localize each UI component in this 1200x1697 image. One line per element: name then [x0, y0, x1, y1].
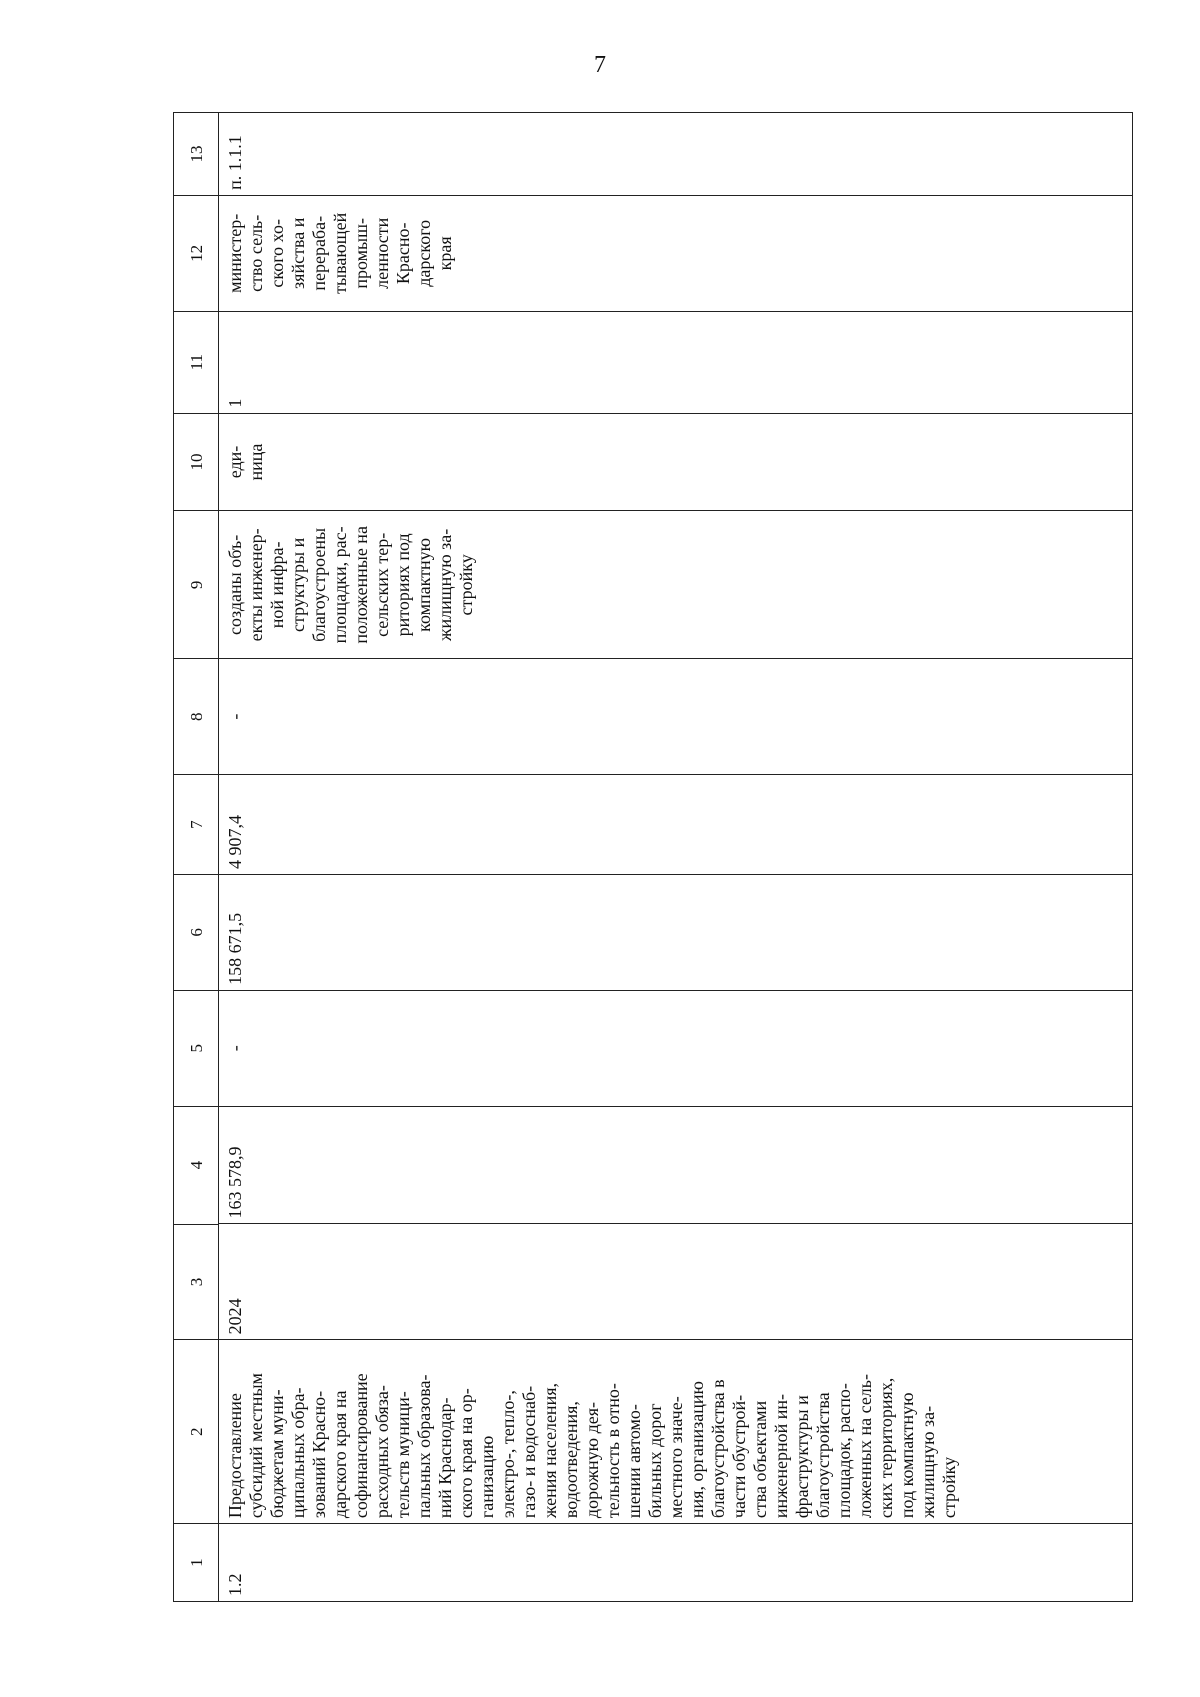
cell-measure-description: [219, 1339, 1132, 1523]
cell-text-line: субсидий местным: [246, 1373, 266, 1519]
cell-text-line: министер-: [225, 213, 245, 293]
header-col-12: 12: [174, 195, 218, 311]
header-col-3: 3: [174, 1224, 218, 1340]
cell-text-line: инженерной ин-: [771, 1393, 791, 1519]
cell-text-line: ленности: [372, 217, 392, 289]
cell-quantity: 1: [219, 311, 1132, 413]
header-col-11: 11: [174, 311, 218, 413]
cell-text-line: ганизацию: [477, 1435, 497, 1519]
cell-text-line: ства объектами: [750, 1400, 770, 1519]
cell-col-8-value: -: [219, 658, 1132, 774]
cell-result-description: [219, 510, 1132, 658]
table-row: [219, 113, 1132, 1601]
cell-text-line: площадок, распо-: [834, 1383, 854, 1519]
cell-text-line: Красно-: [393, 222, 413, 285]
cell-text-line: риториях под: [393, 533, 413, 637]
header-col-8: 8: [174, 658, 218, 774]
header-col-2: 2: [174, 1339, 218, 1523]
cell-text-line: части обустрой-: [729, 1394, 749, 1519]
cell-item-number: 1.2: [219, 1523, 1132, 1601]
cell-text-line: жилищную за-: [435, 528, 455, 641]
cell-responsible-ministry: [219, 195, 1132, 311]
cell-text-line: электро-, тепло-,: [498, 1390, 518, 1519]
cell-text-line: ний Краснодар-: [435, 1397, 455, 1519]
cell-text-line: фраструктуры и: [792, 1395, 812, 1519]
rotated-table: [173, 112, 1133, 1602]
cell-text-line: жения населения,: [540, 1383, 560, 1519]
cell-col-6-amount: 158 671,5: [219, 874, 1132, 990]
cell-text-line: ского хо-: [267, 219, 287, 288]
cell-text-line: зований Красно-: [309, 1390, 329, 1519]
cell-text-line: благоустройства: [813, 1392, 833, 1519]
cell-col-5-value: -: [219, 990, 1132, 1106]
cell-text-line: тельность в отно-: [603, 1383, 623, 1519]
cell-text-line: ния, организацию: [687, 1381, 707, 1519]
header-col-5: 5: [174, 990, 218, 1106]
cell-text-line: тельств муници-: [393, 1391, 413, 1519]
cell-text-line: положенные на: [351, 526, 371, 644]
cell-text-line: созданы объ-: [225, 534, 245, 635]
cell-text-line: зяйства и: [288, 217, 308, 289]
cell-total-amount: 163 578,9: [219, 1106, 1132, 1224]
page-number: 7: [594, 52, 606, 78]
cell-text-line: под компактную: [897, 1392, 917, 1519]
cell-col-7-amount: 4 907,4: [219, 774, 1132, 874]
cell-text-line: структуры и: [288, 537, 308, 632]
cell-text-line: стройку: [939, 1456, 959, 1519]
cell-text-line: бюджетам муни-: [267, 1389, 287, 1519]
cell-text-line: ной инфра-: [267, 541, 287, 629]
cell-text-line: промыш-: [351, 217, 371, 289]
header-col-7: 7: [174, 774, 218, 874]
cell-text-line: дорожную дея-: [582, 1401, 602, 1519]
cell-text-line: Предоставление: [225, 1393, 245, 1519]
header-col-6: 6: [174, 874, 218, 990]
header-col-1: 1: [174, 1523, 218, 1601]
header-col-4: 4: [174, 1106, 218, 1224]
cell-text-line: водоотведения,: [561, 1401, 581, 1519]
cell-text-line: площадки, рас-: [330, 526, 350, 644]
cell-text-line: ложенных на сель-: [855, 1374, 875, 1519]
cell-unit: [219, 413, 1132, 511]
cell-text-line: екты инженер-: [246, 528, 266, 642]
cell-text-line: тывающей: [330, 212, 350, 294]
cell-text-line: ципальных обра-: [288, 1387, 308, 1519]
cell-text-line: бильных дорог: [645, 1403, 665, 1519]
cell-text-line: ство сель-: [246, 214, 266, 292]
cell-text-line: газо- и водоснаб-: [519, 1385, 539, 1519]
cell-text-line: софинансирование: [351, 1373, 371, 1519]
cell-text-line: благоустроены: [309, 527, 329, 642]
cell-text-line: пальных образова-: [414, 1374, 434, 1519]
cell-year: 2024: [219, 1224, 1132, 1340]
cell-text-line: ского края на ор-: [456, 1388, 476, 1519]
cell-text-line: компактную: [414, 537, 434, 632]
cell-text-line: ница: [246, 443, 266, 481]
cell-text-line: дарского края на: [330, 1390, 350, 1519]
cell-text-line: благоустройства в: [708, 1379, 728, 1519]
header-col-13: 13: [186, 145, 206, 163]
cell-text-line: жилищную за-: [918, 1405, 938, 1519]
cell-reference: п. 1.1.1: [225, 135, 245, 190]
cell-text-line: сельских тер-: [372, 532, 392, 637]
cell-text-line: стройку: [456, 554, 476, 616]
cell-text-line: перераба-: [309, 215, 329, 291]
cell-text-line: местного значе-: [666, 1396, 686, 1519]
cell-text-line: еди-: [225, 445, 245, 479]
cell-text-line: шении автомо-: [624, 1404, 644, 1519]
table-header-row: [174, 113, 219, 1601]
cell-text-line: края: [435, 236, 455, 271]
header-col-10: 10: [174, 413, 218, 511]
header-col-9: 9: [174, 510, 218, 658]
cell-text-line: расходных обяза-: [372, 1385, 392, 1519]
cell-text-line: ских территориях,: [876, 1377, 896, 1519]
cell-text-line: дарского: [414, 219, 434, 287]
